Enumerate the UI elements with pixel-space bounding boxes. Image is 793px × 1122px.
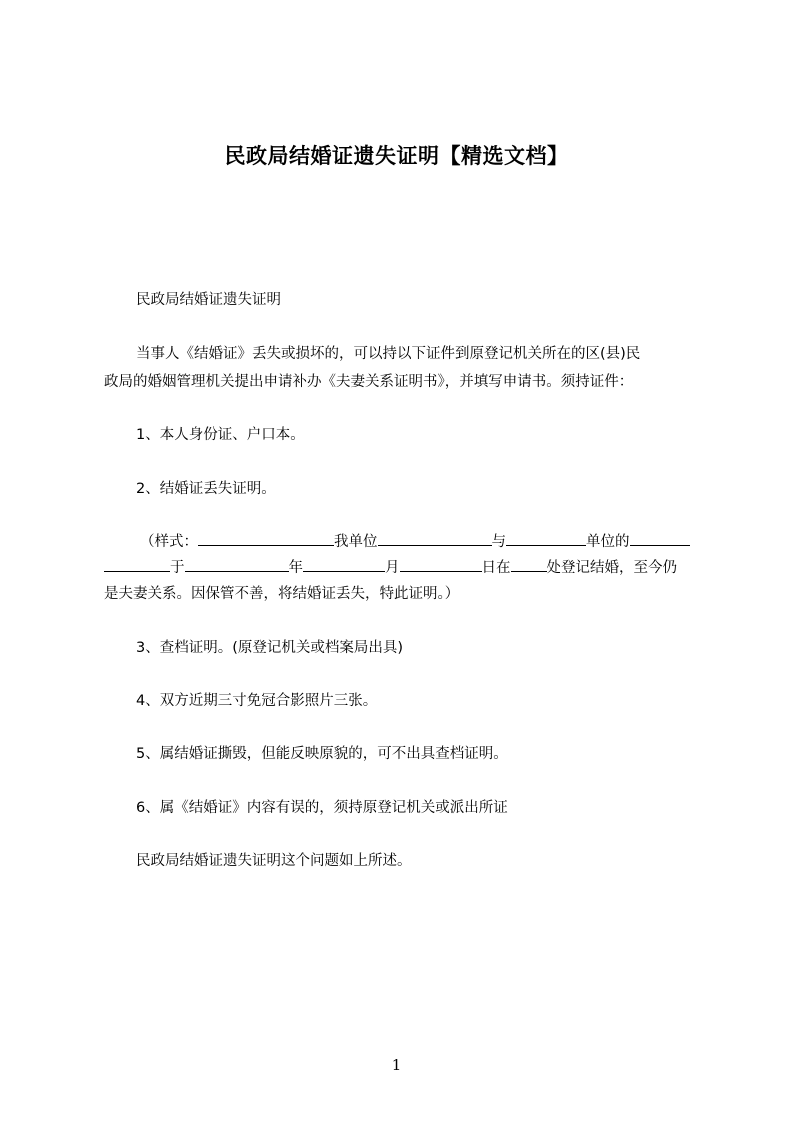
- sample-prefix: （样式：: [140, 534, 198, 550]
- list-item-2: 2、结婚证丢失证明。: [136, 481, 276, 497]
- blank-field[interactable]: [198, 530, 334, 546]
- page-number: 1: [391, 1056, 402, 1074]
- sample-yu-label: 于: [170, 560, 185, 576]
- blank-field[interactable]: [378, 530, 492, 546]
- sample-day-label: 日在: [481, 560, 511, 576]
- blank-field[interactable]: [185, 556, 289, 572]
- list-item-4: 4、双方近期三寸免冠合影照片三张。: [136, 693, 378, 709]
- document-title: 民政局结婚证遗失证明【精选文档】: [224, 144, 569, 168]
- blank-field[interactable]: [303, 556, 385, 572]
- blank-field[interactable]: [104, 556, 170, 572]
- list-item-5: 5、属结婚证撕毁，但能反映原貌的，可不出具查档证明。: [136, 746, 508, 762]
- blank-field[interactable]: [511, 556, 547, 572]
- sample-unit2-label: 单位的: [586, 534, 630, 550]
- blank-field[interactable]: [400, 556, 482, 572]
- sample-with-label: 与: [491, 534, 506, 550]
- list-item-3: 3、查档证明。(原登记机关或档案局出具): [136, 640, 404, 656]
- list-item-6: 6、属《结婚证》内容有误的，须持原登记机关或派出所证: [136, 800, 508, 816]
- sample-unit-label: 我单位: [334, 534, 378, 550]
- blank-field[interactable]: [506, 530, 586, 546]
- sample-month-label: 月: [385, 560, 400, 576]
- sample-line-3: 是夫妻关系。因保管不善，将结婚证丢失，特此证明。）: [104, 586, 460, 602]
- closing-paragraph: 民政局结婚证遗失证明这个问题如上所述。: [136, 853, 412, 869]
- blank-field[interactable]: [630, 530, 690, 546]
- intro-line-2: 政局的婚姻管理机关提出申请补办《夫妻关系证明书》，并填写申请书。须持证件：: [104, 374, 634, 390]
- sample-year-label: 年: [288, 560, 303, 576]
- sample-line-1: [104, 529, 702, 555]
- list-item-1: 1、本人身份证、户口本。: [136, 427, 305, 443]
- sample-line-2: [104, 555, 702, 581]
- document-subtitle: 民政局结婚证遗失证明: [136, 292, 281, 308]
- intro-line-1: 当事人《结婚证》丢失或损坏的，可以持以下证件到原登记机关所在的区(县)民: [136, 346, 641, 362]
- sample-place-label: 处登记结婚，至今仍: [546, 560, 677, 576]
